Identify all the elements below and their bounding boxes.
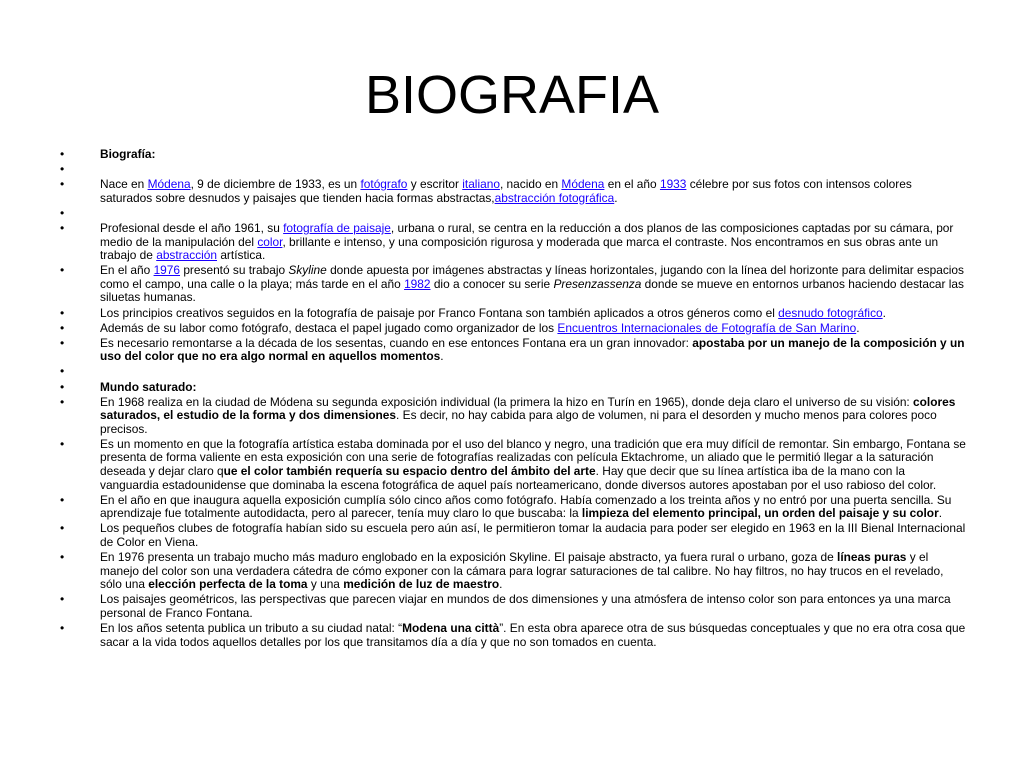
- bullet-text: .: [856, 320, 860, 335]
- italic-text: Skyline: [288, 263, 327, 278]
- bullet-text: célebre por sus fotos con intensos colores saturados sobre desnudos y paisajes que tienden hacia formas abstractas,: [100, 177, 912, 205]
- bullet-item: [60, 148, 966, 162]
- bullet-item: [60, 322, 966, 336]
- bullet-text: y una: [307, 577, 344, 592]
- bold-text: limpieza del elemento principal, un orden del paisaje y su color: [581, 506, 939, 521]
- text-link[interactable]: desnudo fotográfico: [778, 305, 883, 320]
- bullet-item: [60, 593, 966, 620]
- bullet-text: . Es decir, no hay cabida para algo de volumen, ni para el desorden y mucho menos para colores poco precisos.: [100, 408, 937, 436]
- bullet-item: [60, 622, 966, 649]
- bullet-text: donde se mueve en entornos urbanos haciendo destacar las siluetas humanas.: [100, 276, 964, 305]
- bullet-text: .: [440, 349, 444, 364]
- bullet-text: Profesional desde el año 1961, su: [100, 220, 284, 235]
- bold-text: medición de luz de maestro: [343, 577, 500, 592]
- bullet-text: y el manejo del color son una verdadera cátedra de cómo exponer con la cámara para lograr saturaciones de tal calibre. No hay filtros, no hay trucos en el revelado, sólo una: [100, 550, 944, 592]
- text-link[interactable]: 1976: [153, 263, 181, 278]
- bullet-text: .: [614, 190, 618, 205]
- text-link[interactable]: 1982: [404, 276, 431, 291]
- bullet-item: [60, 551, 966, 592]
- bullet-item: [60, 222, 966, 263]
- text-link[interactable]: Módena: [561, 177, 605, 192]
- bold-text: ue el color también requería su espacio dentro del ámbito del arte: [223, 464, 596, 479]
- bullet-item: [60, 264, 966, 305]
- bullet-text: En los años setenta publica un tributo a su ciudad natal: “: [100, 621, 403, 636]
- bold-text: líneas puras: [837, 550, 907, 565]
- bullet-text: En 1968 realiza en la ciudad de Módena su segunda exposición individual (la primera la hizo en Turín en 1965), donde deja claro el universo de su visión:: [100, 394, 914, 409]
- bullet-text: en el año: [604, 177, 660, 192]
- bullet-text: Nace en: [100, 177, 148, 192]
- bullet-text: En el año: [100, 263, 154, 278]
- bold-text: Modena una città: [402, 621, 500, 636]
- bullet-text: , urbana o rural, se centra en la reducción a dos planos de las composiciones captadas por su cámara, por medio de la manipulación del: [100, 220, 954, 249]
- bold-text: Mundo saturado:: [100, 379, 197, 394]
- italic-text: Presenzassenza: [553, 276, 642, 291]
- bold-text: elección perfecta de la toma: [148, 577, 308, 592]
- bullet-text: .: [499, 577, 503, 592]
- text-link[interactable]: 1933: [659, 177, 687, 192]
- bullet-text: .: [938, 506, 943, 521]
- bullet-text: En 1976 presenta un trabajo mucho más maduro englobado en la exposición Skyline. El paisaje abstracto, ya fuera rural o urbano, goza de: [100, 550, 838, 565]
- bullet-text: Los principios creativos seguidos en la fotografía de paisaje por Franco Fontana son también aplicados a otros géneros como el: [100, 305, 779, 320]
- bold-text: colores saturados, el estudio de la forma y dos dimensiones: [100, 394, 956, 423]
- bullet-text: , brillante e intenso, y una composición rigurosa y moderada que marca el contraste. Nos encontramos en sus obras ante un trabajo de: [100, 234, 939, 263]
- text-link[interactable]: italiano: [462, 177, 500, 192]
- bullet-text: Los pequeños clubes de fotografía habían sido su escuela pero aún así, le permitieron tomar la audacia para poder ser elegido en 1963 en la III Bienal Internacional de Color en Viena.: [100, 521, 966, 550]
- bullet-item: [60, 381, 966, 395]
- bullet-item: [60, 494, 966, 521]
- bullet-text: y escritor: [407, 177, 463, 192]
- bold-text: apostaba por un manejo de la composición y un uso del color que no era algo normal en aquellos momentos: [100, 335, 965, 364]
- bullet-text: donde apuesta por imágenes abstractas y líneas horizontales, jugando con la línea del horizonte para delimitar espacios como el campo, una calle o la playa; más tarde en el año: [100, 263, 964, 291]
- text-link[interactable]: color: [257, 234, 283, 249]
- slide-title: BIOGRAFIA: [364, 65, 660, 125]
- bullet-item: [60, 307, 966, 321]
- bullet-text: . Hay que decir que su línea artística iba de la mano con la vanguardia estadounidense que dominaba la escena fotográfica de aquel país norteamericano, donde diversos autores apostaban por el uso rabioso del color.: [100, 464, 937, 492]
- bullet-text: , 9 de diciembre de 1933, es un: [190, 177, 361, 192]
- bullet-item: [60, 178, 966, 205]
- bullet-text: En el año en que inaugura aquella exposición cumplía sólo cinco años como fotógrafo. Había comenzado a los treinta años y no entró por una puerta sencilla. Su aprendizaje fue totalmente autodidacta, pero al parecer, tenía muy claro lo que buscaba: la: [100, 492, 952, 521]
- bullet-text: Es necesario remontarse a la década de los sesentas, cuando en ese entonces Fontana era un gran innovador:: [100, 335, 693, 350]
- empty-bullet-item: [60, 365, 966, 379]
- bullet-text: .: [882, 305, 886, 320]
- bullet-item: [60, 337, 966, 364]
- text-link[interactable]: abstracción fotográfica: [494, 190, 615, 205]
- bullet-text: presentó su trabajo: [180, 263, 289, 278]
- bullet-text: Además de su labor como fotógrafo, destaca el papel jugado como organizador de los: [100, 320, 558, 335]
- text-link[interactable]: abstracción: [156, 248, 218, 263]
- text-link[interactable]: fotografía de paisaje: [283, 220, 391, 235]
- bullet-text: ”. En esta obra aparece otra de sus búsquedas conceptuales y que no era otra cosa que sacar a la vida todos aquellos detalles por los que transitamos día a día y que no son tomados en cuenta.: [100, 621, 966, 649]
- bullet-item: [60, 396, 966, 437]
- text-link[interactable]: Encuentros Internacionales de Fotografía de San Marino: [557, 320, 857, 335]
- bullet-item: [60, 522, 966, 549]
- bullet-text: , nacido en: [499, 177, 562, 192]
- empty-bullet-item: [60, 207, 966, 221]
- bullet-text: Los paisajes geométricos, las perspectivas que parecen viajar en mundos de dos dimensiones y una atmósfera de intenso color son para entonces ya una marca personal de Franco Fontana.: [100, 592, 951, 620]
- text-link[interactable]: fotógrafo: [360, 177, 408, 192]
- text-link[interactable]: Módena: [147, 177, 191, 192]
- bold-text: Biografía:: [100, 147, 156, 161]
- bullet-list: [60, 148, 966, 651]
- bullet-item: [60, 438, 966, 492]
- empty-bullet-item: [60, 163, 966, 177]
- bullet-text: artística.: [217, 248, 266, 263]
- bullet-text: dio a conocer su serie: [430, 276, 554, 291]
- bullet-text: Es un momento en que la fotografía artística estaba dominada por el uso del blanco y negro, una tradición que era muy difícil de remontar. Sin embargo, Fontana se presenta de forma valiente en esta exposición con una serie de fotografías realizadas con película Ektachrome, un aliado que le permitió llegar a la saturación deseada y dejar claro q: [100, 436, 966, 479]
